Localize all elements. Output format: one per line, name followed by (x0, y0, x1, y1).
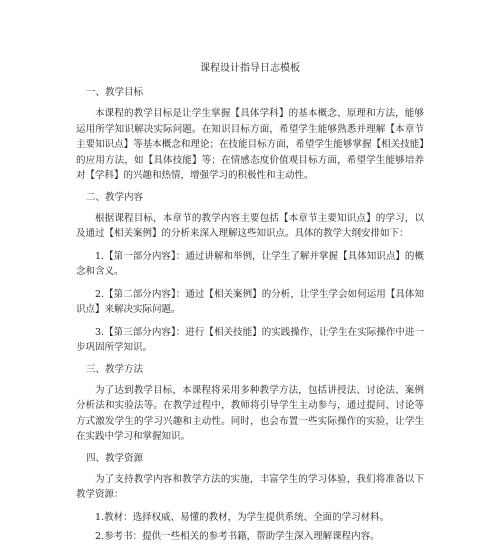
section-heading-objectives: 一、教学目标 (86, 87, 144, 98)
list-item: 1.【第一部分内容】：通过讲解和举例，让学生了解并掌握【具体知识点】的概念和含义。 (76, 250, 424, 277)
section-heading-content: 二、教学内容 (86, 191, 144, 203)
list-item: 3.【第三部分内容】：进行【相关技能】的实践操作，让学生在实际操作中进一步巩固所学知识。 (76, 326, 424, 353)
section-paragraph-resources: 为了支持教学内容和教学方法的实施，丰富学生的学习体验，我们将准备以下教学资源： (76, 473, 424, 500)
document-title: 课程设计指导日志模板 (200, 63, 300, 74)
section-heading-methods: 三、教学方法 (86, 363, 144, 375)
list-item: 2.【第二部分内容】：通过【相关案例】的分析，让学生学会如何运用【具体知识点】来解决实际问题。 (76, 288, 424, 315)
list-item: 2.参考书：提供一些相关的参考书籍，帮助学生深入理解课程内容。 (95, 531, 380, 542)
section-heading-resources: 四、教学资源 (86, 452, 144, 464)
section-paragraph-objectives: 本课程的教学目标是让学生掌握【具体学科】的基本概念、原理和方法，能够运用所学知识解决实际问题。在知识目标方面，希望学生能够熟悉并理解【本章节主要知识点】等基本概念和理论；在技能目标方面，希望学生能够掌握【相关技能】的应用方法，如【具体技能】等；在情感态度价值观目标方面，希望学生能够培养对【学科】的兴趣和热情，增强学习的积极性和主动性。 (76, 108, 424, 181)
list-item: 1.教材：选择权威、易懂的教材，为学生提供系统、全面的学习材料。 (95, 511, 390, 523)
section-paragraph-methods: 为了达到教学目标，本课程将采用多种教学方法，包括讲授法、讨论法、案例分析法和实验法等。在教学过程中，教师将引导学生主动参与，通过提问、讨论等方式激发学生的学习兴趣和主动性。同时，也会布置一些实际操作的实验，让学生在实践中学习和掌握知识。 (76, 384, 424, 442)
section-paragraph-content: 根据课程目标，本章节的教学内容主要包括【本章节主要知识点】的学习，以及通过【相关案例】的分析来深入理解这些知识点。具体的教学大纲安排如下： (76, 212, 424, 239)
